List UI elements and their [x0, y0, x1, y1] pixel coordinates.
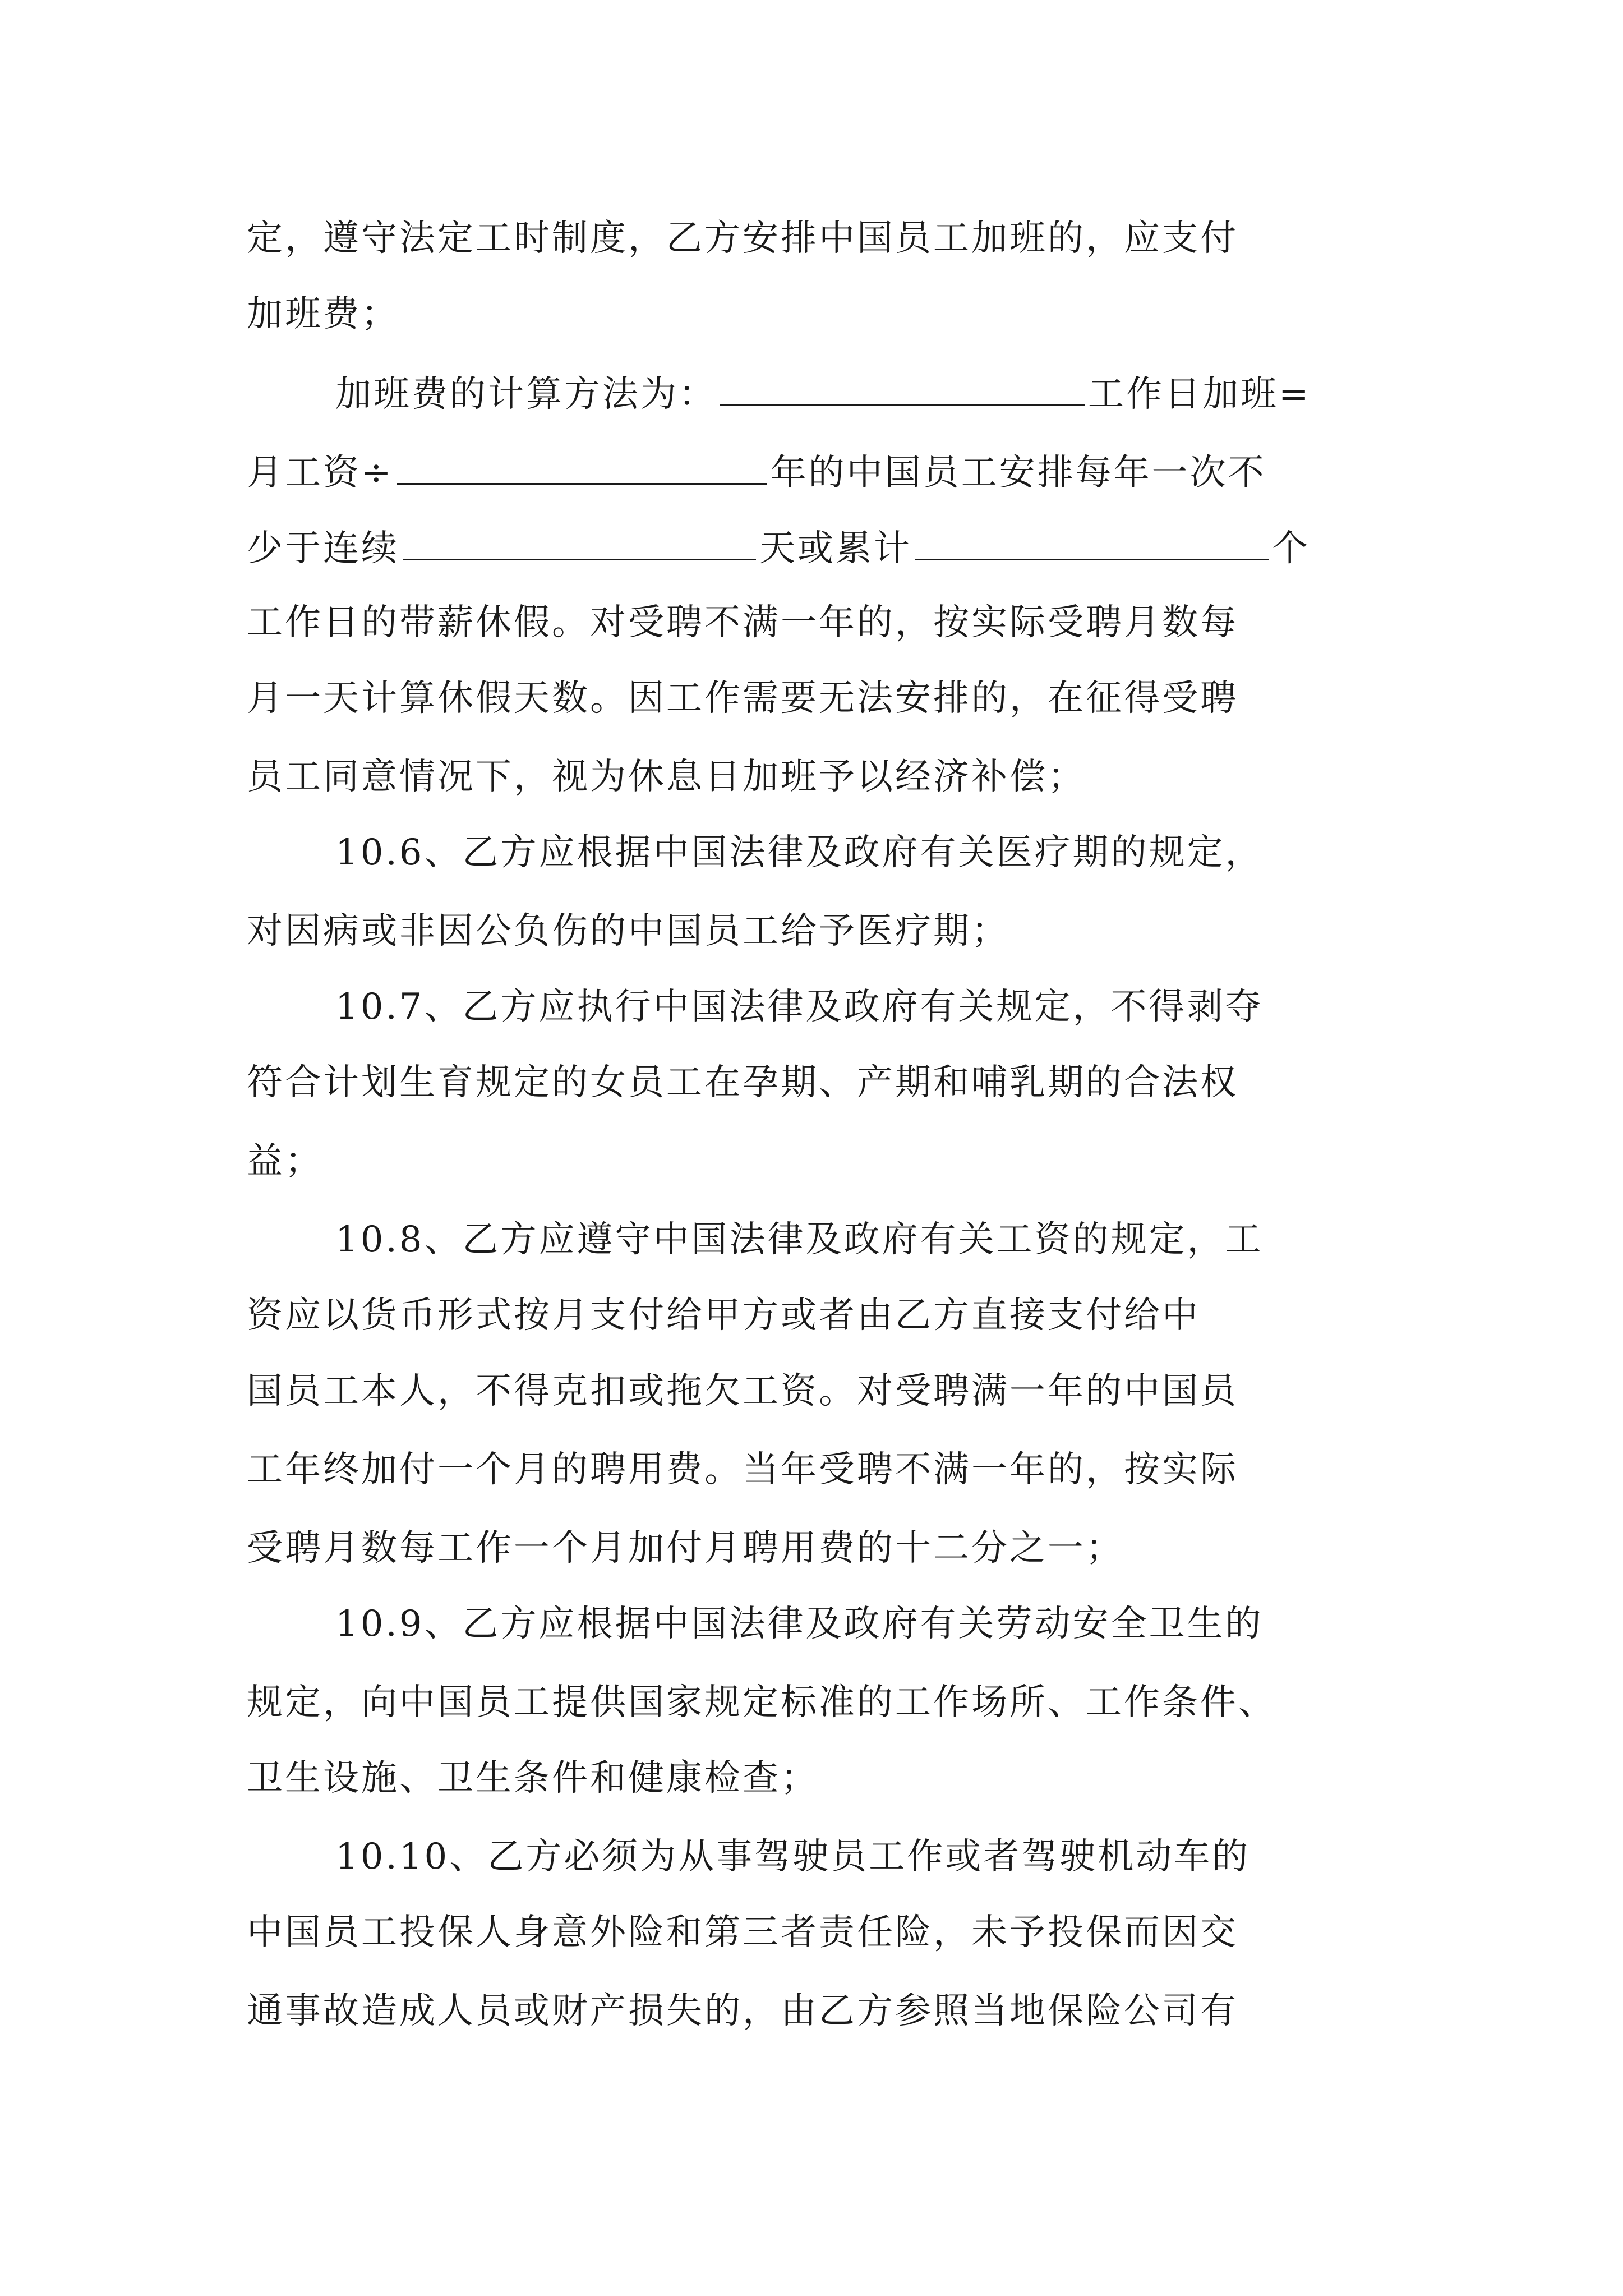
text-line: 卫生设施、卫生条件和健康检查； — [247, 1757, 819, 1799]
text-segment: 个 — [1272, 528, 1310, 569]
fill-in-blank — [403, 522, 756, 560]
text-line — [335, 367, 1311, 420]
text-line: 员工同意情况下，视为休息日加班予以经济补偿； — [247, 756, 1086, 798]
text-line: 中国员工投保人身意外险和第三者责任险，未予投保而因交 — [247, 1912, 1238, 1953]
text-line: 资应以货币形式按月支付给甲方或者由乙方直接支付给中 — [247, 1295, 1200, 1336]
text-line: 国员工本人，不得克扣或拖欠工资。对受聘满一年的中国员 — [247, 1370, 1238, 1412]
text-segment: 工作日加班= — [1088, 374, 1311, 415]
text-line: 对因病或非因公负伤的中国员工给予医疗期； — [247, 910, 1009, 952]
text-segment: 月工资÷ — [247, 452, 394, 494]
text-line: 定，遵守法定工时制度，乙方安排中国员工加班的，应支付 — [247, 218, 1238, 259]
text-line: 10.8、乙方应遵守中国法律及政府有关工资的规定，工 — [335, 1219, 1264, 1260]
text-segment: 少于连续 — [247, 528, 399, 569]
fill-in-blank — [397, 446, 767, 485]
text-line: 工年终加付一个月的聘用费。当年受聘不满一年的，按实际 — [247, 1449, 1238, 1490]
text-line: 工作日的带薪休假。对受聘不满一年的，按实际受聘月数每 — [247, 602, 1238, 643]
text-segment: 加班费的计算方法为： — [335, 374, 717, 415]
text-line: 加班费； — [247, 293, 399, 335]
text-line — [247, 522, 1310, 574]
text-line: 月一天计算休假天数。因工作需要无法安排的，在征得受聘 — [247, 678, 1238, 719]
fill-in-blank — [720, 367, 1085, 406]
text-line: 益； — [247, 1140, 323, 1182]
text-line: 10.10、乙方必须为从事驾驶员工作或者驾驶机动车的 — [335, 1836, 1251, 1878]
text-line: 10.7、乙方应执行中国法律及政府有关规定，不得剥夺 — [335, 986, 1264, 1028]
fill-in-blank — [915, 522, 1269, 560]
text-segment: 天或累计 — [759, 528, 912, 569]
text-line: 规定，向中国员工提供国家规定标准的工作场所、工作条件、 — [247, 1682, 1276, 1723]
text-line: 符合计划生育规定的女员工在孕期、产期和哺乳期的合法权 — [247, 1062, 1238, 1103]
text-line: 通事故造成人员或财产损失的，由乙方参照当地保险公司有 — [247, 1990, 1238, 2032]
text-line — [247, 446, 1266, 498]
text-segment: 年的中国员工安排每年一次不 — [770, 452, 1266, 494]
text-line: 受聘月数每工作一个月加付月聘用费的十二分之一； — [247, 1527, 1124, 1569]
text-line: 10.6、乙方应根据中国法律及政府有关医疗期的规定， — [335, 832, 1264, 873]
text-line: 10.9、乙方应根据中国法律及政府有关劳动安全卫生的 — [335, 1603, 1264, 1645]
